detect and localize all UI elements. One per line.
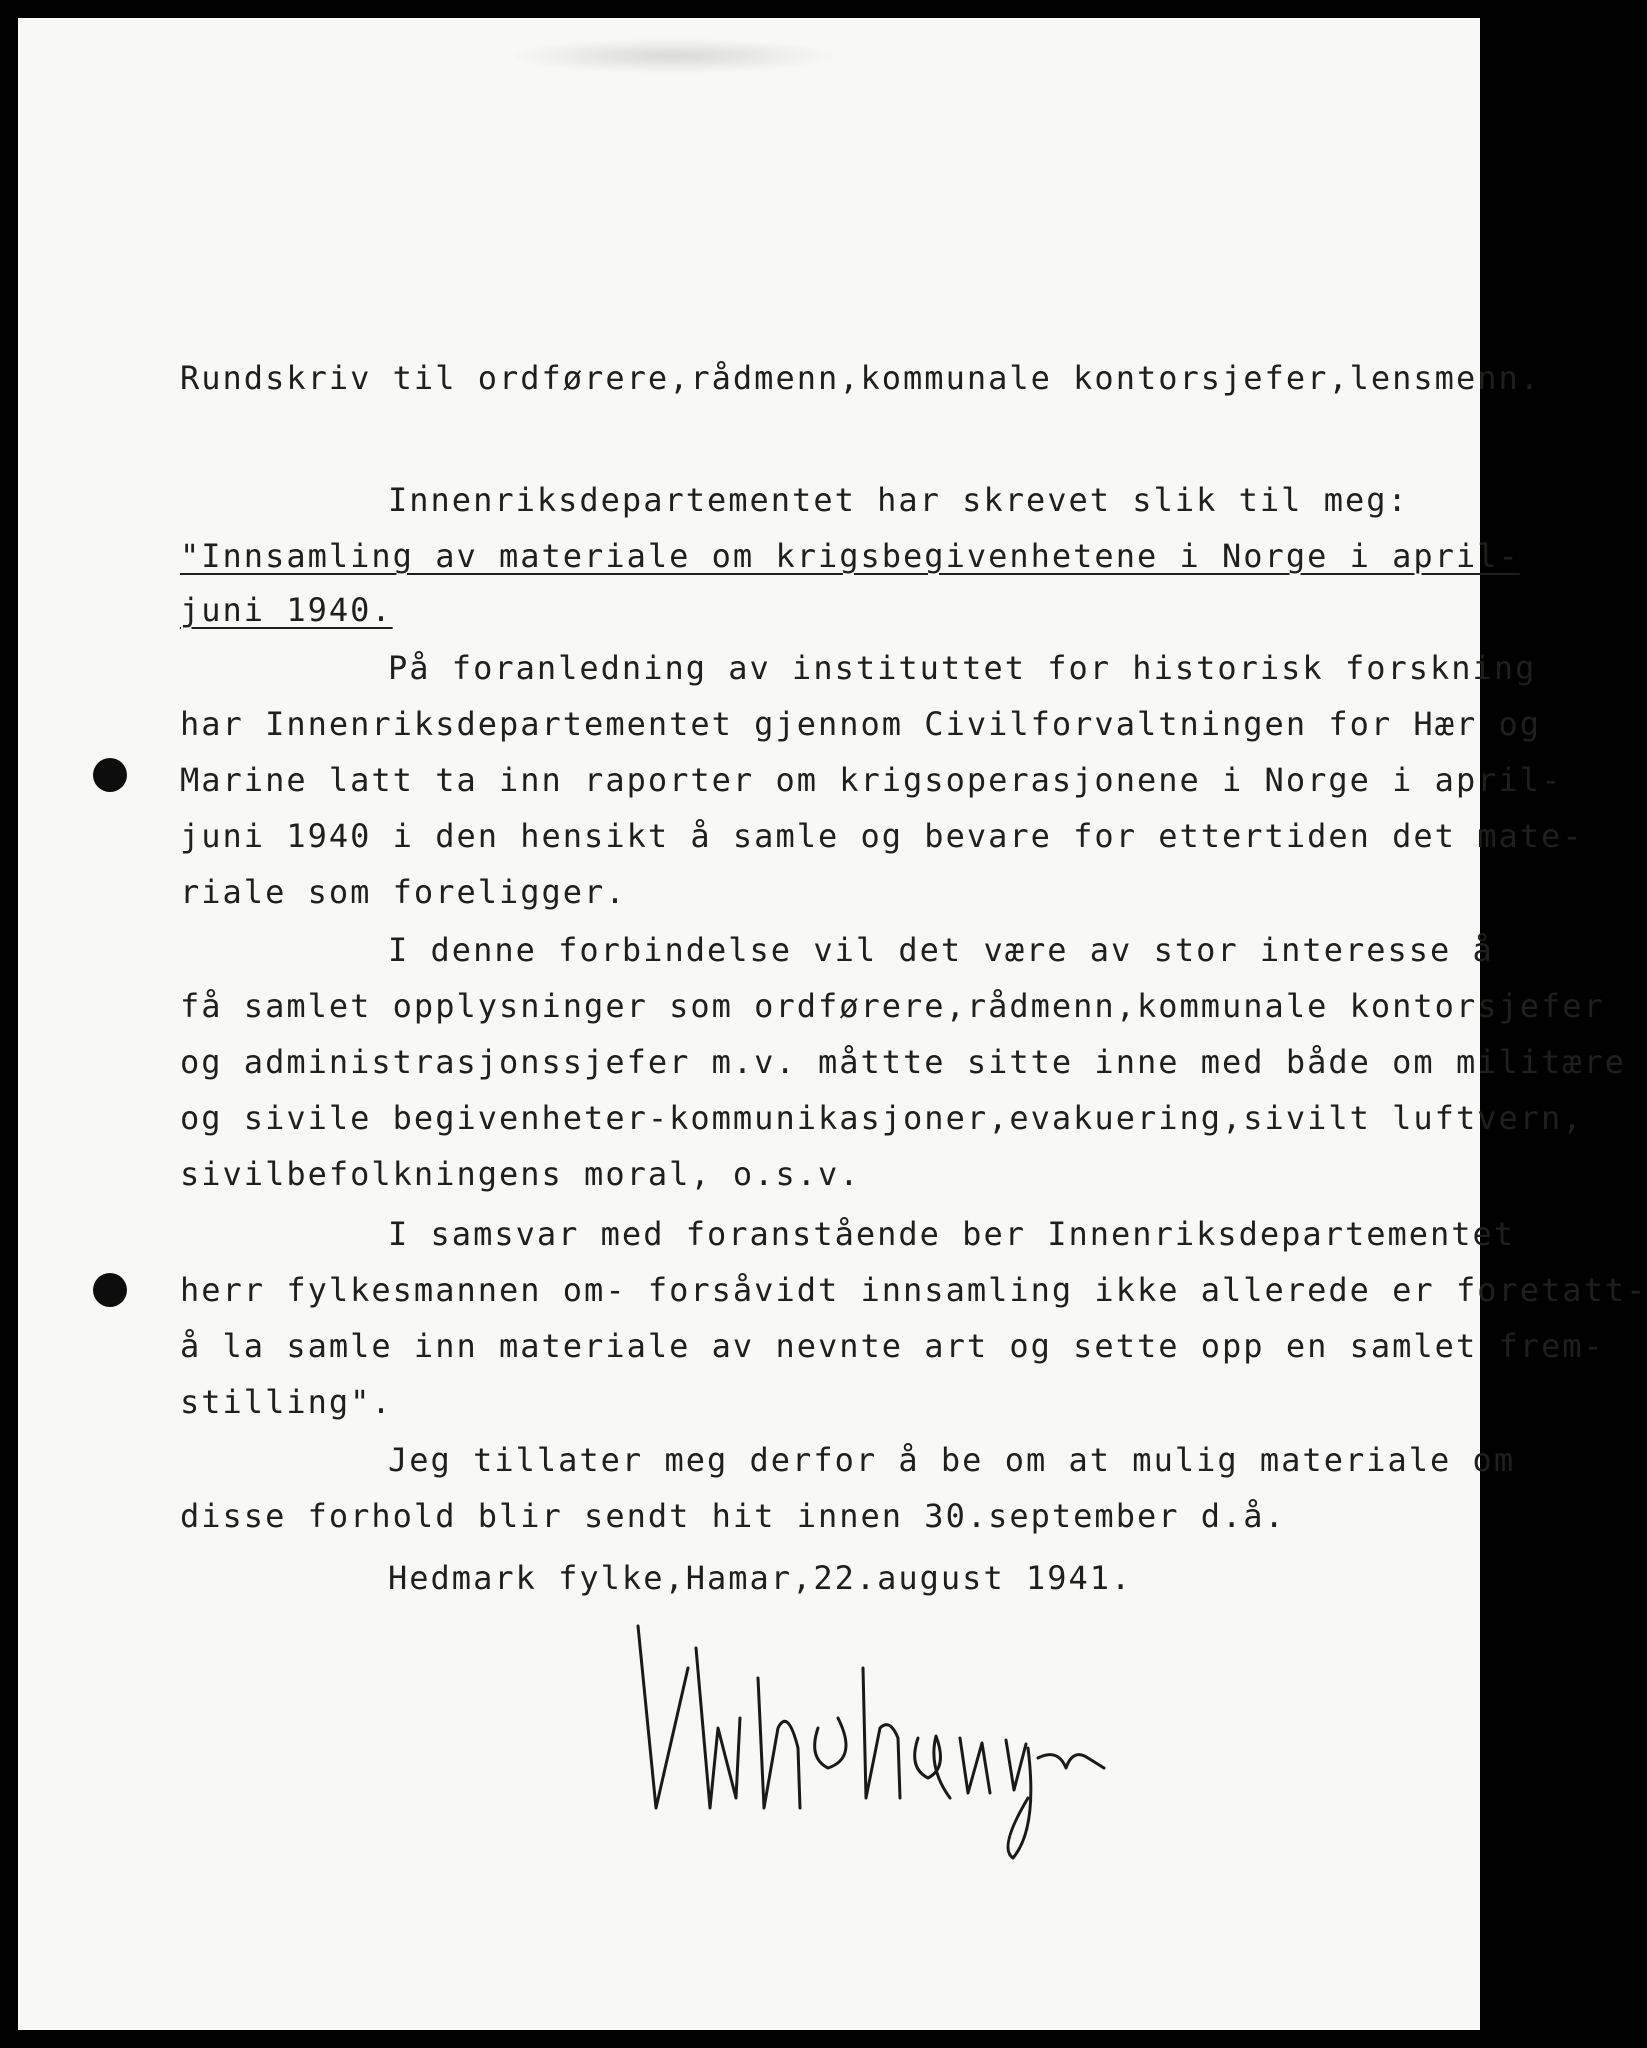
paragraph1-line-3: Marine latt ta inn raporter om krigsoperasjonene i Norge i april- — [180, 761, 1563, 799]
place-date: Hedmark fylke,Hamar,22.august 1941. — [388, 1559, 1133, 1597]
punch-hole-upper — [93, 758, 127, 792]
heading: Rundskriv til ordførere,rådmenn,kommunale kontorsjefer,lensmenn. — [180, 359, 1541, 397]
paragraph2-line-2: få samlet opplysninger som ordførere,rådmenn,kommunale kontorsjefer — [180, 987, 1605, 1025]
paragraph1-line-5: riale som foreligger. — [180, 873, 627, 911]
paragraph3-line-1: I samsvar med foranstående ber Innenriksdepartementet — [388, 1215, 1516, 1253]
paragraph4-line-1: Jeg tillater meg derfor å be om at mulig materiale om — [388, 1441, 1516, 1479]
quote-title-line-1: "Innsamling av materiale om krigsbegivenhetene i Norge i april- — [180, 537, 1520, 575]
paragraph1-line-1: På foranledning av instituttet for historisk forskning — [388, 649, 1537, 687]
intro-line: Innenriksdepartementet har skrevet slik til meg: — [388, 481, 1409, 519]
paragraph1-line-2: har Innenriksdepartementet gjennom Civilforvaltningen for Hær og — [180, 705, 1541, 743]
paragraph3-line-3: å la samle inn materiale av nevnte art og sette opp en samlet frem- — [180, 1327, 1605, 1365]
paragraph3-line-4: stilling". — [180, 1383, 393, 1421]
quote-title-line-2: juni 1940. — [180, 591, 393, 629]
paragraph1-line-4: juni 1940 i den hensikt å samle og bevare for ettertiden det mate- — [180, 817, 1584, 855]
paragraph2-line-1: I denne forbindelse vil det være av stor interesse å — [388, 931, 1494, 969]
punch-hole-lower — [93, 1273, 127, 1307]
paragraph2-line-3: og administrasjonssjefer m.v. måttte sitte inne med både om militære — [180, 1043, 1627, 1081]
handwritten-signature — [618, 1608, 1108, 1868]
paragraph3-line-2: herr fylkesmannen om- forsåvidt innsamling ikke allerede er foretatt- — [180, 1271, 1647, 1309]
paragraph2-line-5: sivilbefolkningens moral, o.s.v. — [180, 1155, 861, 1193]
ink-smudge — [508, 38, 838, 74]
document-page — [18, 18, 1647, 2030]
paragraph2-line-4: og sivile begivenheter-kommunikasjoner,evakuering,sivilt luftvern, — [180, 1099, 1584, 1137]
paragraph4-line-2: disse forhold blir sendt hit innen 30.september d.å. — [180, 1497, 1286, 1535]
